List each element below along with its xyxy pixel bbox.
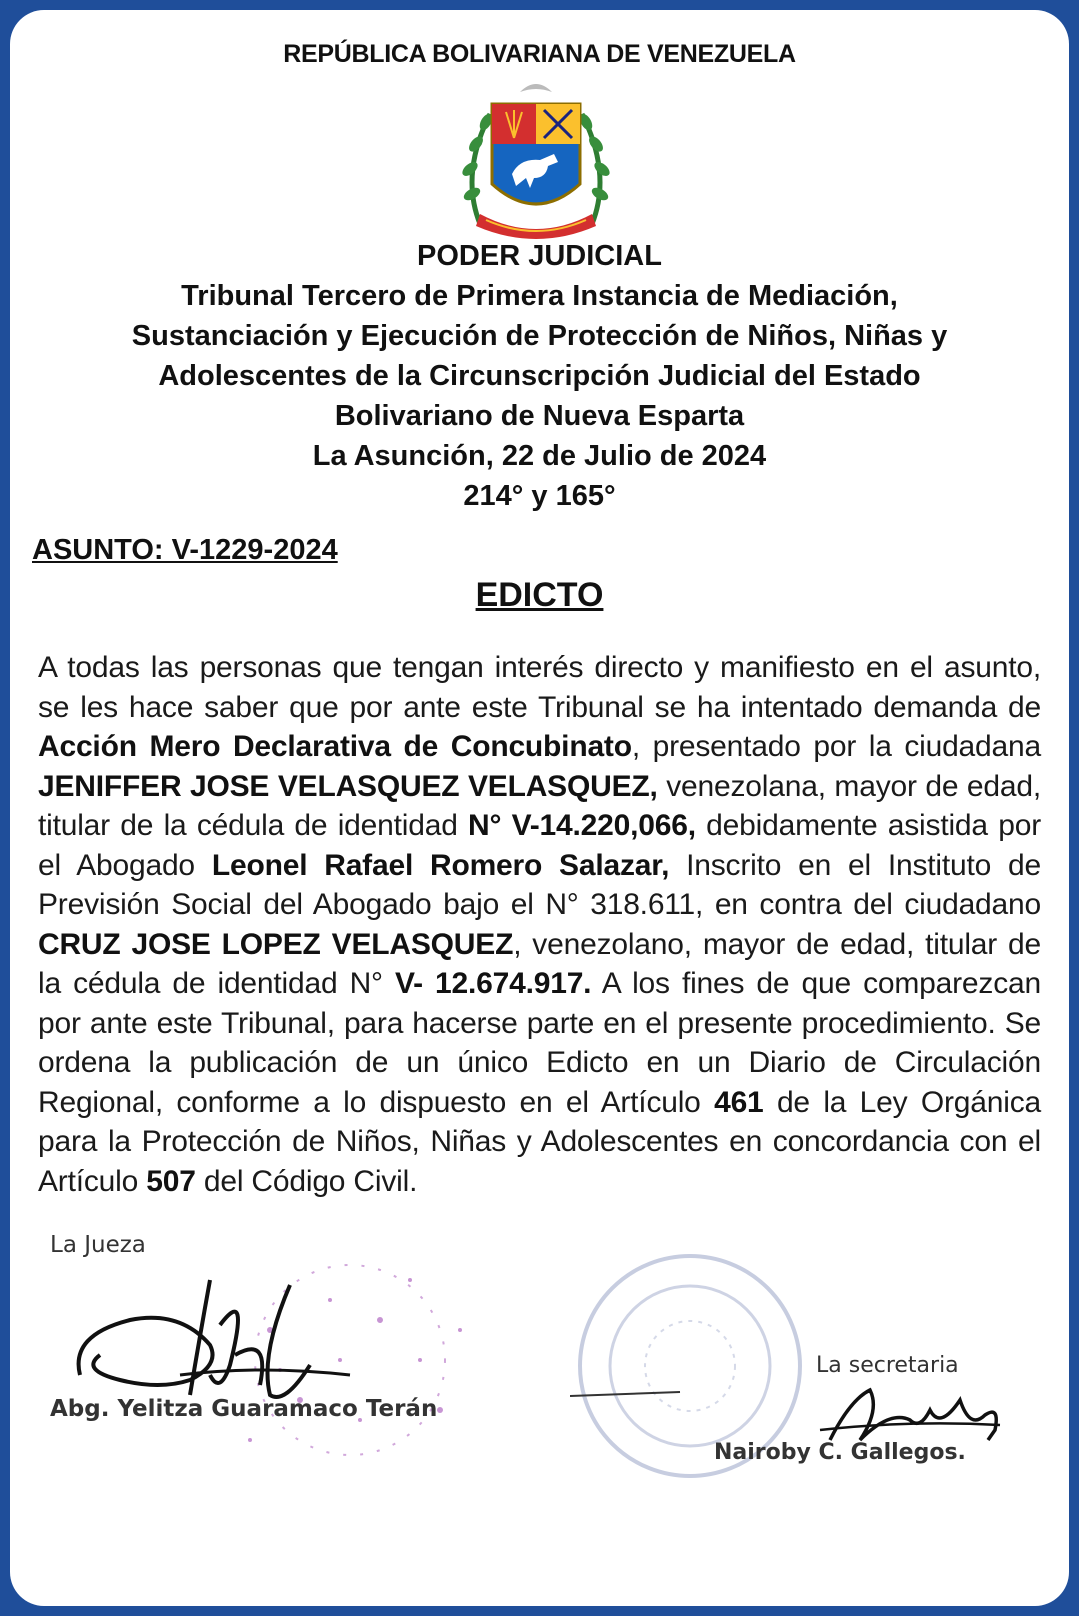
court-header	[50, 236, 1029, 516]
plaintiff-id: N° V-14.220,066,	[468, 809, 696, 842]
article-number: 507	[146, 1164, 196, 1198]
body-text: Inscrito en el Instituto de Previsión Social del Abogado bajo el N° 318.611, en contra del ciudadano	[38, 848, 1041, 921]
court-line: Sustanciación y Ejecución de Protección de Niños, Niñas y	[131, 320, 948, 352]
body-text: , venezolano, mayor de edad, titular de la cédula de identidad N°	[38, 927, 1041, 1000]
body-text: A todas las personas que tengan interés directo y manifiesto en el asunto, se les hace saber que por ante este Tribunal se ha intentado demanda de	[38, 651, 1041, 724]
judge-name: Abg. Yelitza Guaramaco Terán	[50, 1396, 438, 1422]
plaintiff-name: JENIFFER JOSE VELASQUEZ VELASQUEZ,	[38, 769, 658, 803]
lawyer-name: Leonel Rafael Romero Salazar,	[211, 848, 670, 882]
document-title: EDICTO	[475, 576, 604, 614]
coat-of-arms-icon	[450, 74, 622, 246]
court-line: Adolescentes de la Circunscripción Judicial del Estado	[158, 360, 921, 392]
body-text: debidamente asistida por el Abogado	[38, 809, 1041, 882]
body-text: A los fines de que comparezcan por ante este Tribunal, para hacerse parte en el presente procedimiento. Se ordena la publicación de un único Edicto en un Diario de Circulación Regional, conforme a lo dispuesto en el Artículo	[38, 967, 1041, 1119]
article-number: 461	[714, 1085, 764, 1119]
secretary-name: Nairoby C. Gallegos.	[714, 1440, 966, 1465]
court-line: Tribunal Tercero de Primera Instancia de Mediación,	[181, 280, 898, 312]
action-type: Acción Mero Declarativa de Concubinato	[38, 730, 632, 763]
judge-role: La Jueza	[50, 1232, 146, 1258]
body-text: del Código Civil.	[195, 1164, 418, 1198]
judge-signature-icon	[60, 1265, 360, 1415]
issue-date: La Asunción, 22 de Julio de 2024	[312, 440, 767, 472]
institution-title: PODER JUDICIAL	[417, 240, 662, 272]
edict-body	[38, 648, 1041, 1201]
edict-card	[10, 10, 1069, 1606]
country-heading: REPÚBLICA BOLIVARIANA DE VENEZUELA	[283, 40, 796, 68]
body-text: de la Ley Orgánica para la Protección de Niños, Niñas y Adolescentes en concordancia con el Artículo	[38, 1085, 1041, 1198]
defendant-id: V- 12.674.917.	[394, 967, 592, 1000]
defendant-name: CRUZ JOSE LOPEZ VELASQUEZ	[38, 927, 514, 961]
body-text: venezolana, mayor de edad, titular de la cédula de identidad	[38, 769, 1041, 842]
years-line: 214° y 165°	[463, 480, 616, 512]
secretary-role: La secretaria	[816, 1353, 959, 1378]
case-number: ASUNTO: V-1229-2024	[32, 534, 338, 566]
body-text: , presentado por la ciudadana	[631, 730, 1041, 763]
court-line: Bolivariano de Nueva Esparta	[334, 400, 745, 432]
